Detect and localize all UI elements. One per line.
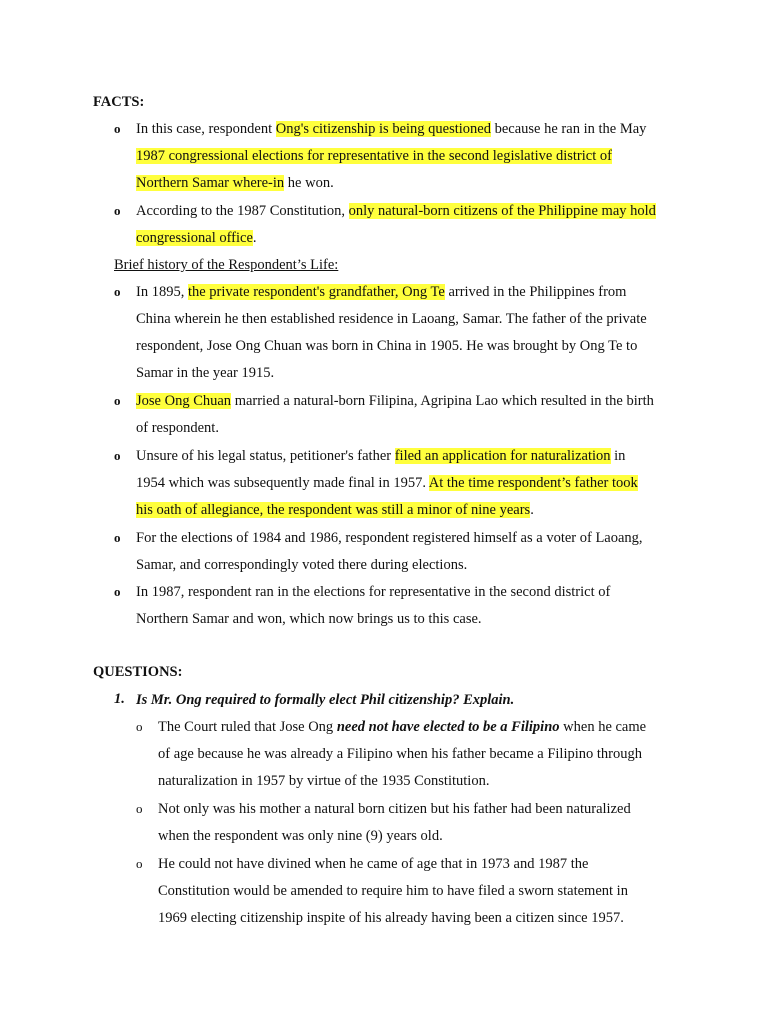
history-item-bullet: o bbox=[114, 284, 121, 299]
highlighted-text: filed an application for naturalization bbox=[394, 448, 611, 464]
text-run: Constitution would be amended to require him to have filed a sworn statement in bbox=[158, 883, 628, 899]
history-item-line bbox=[136, 474, 638, 492]
history-item-bullet: o bbox=[114, 530, 121, 545]
facts-item-line bbox=[136, 202, 656, 220]
text-run: Samar in the year 1915. bbox=[136, 365, 275, 381]
facts-heading: FACTS: bbox=[93, 94, 145, 110]
text-run: For the elections of 1984 and 1986, respondent registered himself as a voter of Laoang, bbox=[136, 530, 643, 546]
highlighted-text: Jose Ong Chuan bbox=[136, 393, 232, 409]
text-run: . bbox=[530, 502, 534, 518]
history-item-line bbox=[136, 419, 219, 437]
text-run: he won. bbox=[284, 175, 334, 191]
text-run: arrived in the Philippines from bbox=[444, 284, 627, 300]
answer-item-line bbox=[158, 855, 588, 873]
answer-item-bullet: o bbox=[136, 801, 143, 816]
question-number: 1. bbox=[114, 691, 125, 707]
history-item-line bbox=[136, 556, 467, 574]
highlighted-text: 1987 congressional elections for representative in the second legislative district of bbox=[136, 148, 612, 164]
facts-item-line bbox=[136, 174, 334, 192]
text-run: Not only was his mother a natural born citizen but his father had been naturalized bbox=[158, 801, 631, 817]
history-item-line bbox=[136, 501, 534, 519]
highlighted-text: his oath of allegiance, the respondent was still a minor of nine years bbox=[136, 502, 531, 518]
text-run: married a natural-born Filipina, Agripina Lao which resulted in the birth bbox=[231, 393, 654, 409]
text-run: The Court ruled that Jose Ong bbox=[158, 719, 337, 735]
history-item-bullet: o bbox=[114, 584, 121, 599]
question-text: Is Mr. Ong required to formally elect Phil citizenship? Explain. bbox=[136, 692, 515, 708]
answer-item-line bbox=[158, 772, 489, 790]
answer-item-line bbox=[158, 800, 631, 818]
text-run: 1954 which was subsequently made final in 1957. bbox=[136, 475, 429, 491]
history-item-bullet: o bbox=[114, 448, 121, 463]
history-item-line bbox=[136, 529, 643, 547]
text-run: of age because he was already a Filipino when his father became a Filipino through bbox=[158, 746, 642, 762]
history-item-line bbox=[136, 310, 647, 328]
text-run: In 1987, respondent ran in the elections for representative in the second district of bbox=[136, 584, 611, 600]
text-run: when he came bbox=[559, 719, 647, 735]
text-run: naturalization in 1957 by virtue of the 1935 Constitution. bbox=[158, 773, 490, 789]
text-run: . bbox=[252, 230, 257, 246]
text-run: He could not have divined when he came of age that in 1973 and 1987 the bbox=[158, 856, 589, 872]
history-item-line bbox=[136, 337, 637, 355]
emphasized-text: need not have elected to be a Filipino bbox=[336, 719, 560, 735]
history-item-line bbox=[136, 447, 625, 465]
history-subheading: Brief history of the Respondent’s Life: bbox=[114, 257, 339, 273]
highlighted-text: the private respondent's grandfather, Ong Te bbox=[187, 284, 445, 300]
text-run: Northern Samar and won, which now brings us to this case. bbox=[136, 611, 482, 627]
answer-item-line bbox=[158, 827, 443, 845]
facts-item-line bbox=[136, 147, 612, 165]
answer-item-line bbox=[158, 718, 646, 736]
history-item-line bbox=[136, 283, 626, 301]
history-item-line bbox=[136, 583, 610, 601]
facts-item-bullet: o bbox=[114, 203, 121, 218]
text-run: In 1895, bbox=[136, 284, 188, 300]
answer-item-line bbox=[158, 882, 628, 900]
text-run: Samar, and correspondingly voted there during elections. bbox=[136, 557, 468, 573]
history-item-line bbox=[136, 610, 482, 628]
text-run: respondent, Jose Ong Chuan was born in China in 1905. He was brought by Ong Te to bbox=[136, 338, 638, 354]
answer-item-bullet: o bbox=[136, 719, 143, 734]
questions-heading: QUESTIONS: bbox=[93, 664, 183, 680]
text-run: of respondent. bbox=[136, 420, 219, 436]
text-run: According to the 1987 Constitution, bbox=[136, 203, 349, 219]
history-item-line bbox=[136, 392, 654, 410]
highlighted-text: Northern Samar where-in bbox=[136, 175, 285, 191]
history-item-line bbox=[136, 364, 274, 382]
facts-item-line bbox=[136, 120, 646, 138]
highlighted-text: Ong's citizenship is being questioned bbox=[275, 121, 491, 137]
answer-item-line bbox=[158, 909, 624, 927]
text-run: because he ran in the May bbox=[490, 121, 647, 137]
answer-item-bullet: o bbox=[136, 856, 143, 871]
highlighted-text: congressional office bbox=[136, 230, 253, 246]
highlighted-text: At the time respondent’s father took bbox=[428, 475, 638, 491]
text-run: when the respondent was only nine (9) years old. bbox=[158, 828, 443, 844]
text-run: Unsure of his legal status, petitioner's father bbox=[136, 448, 395, 464]
text-run: in bbox=[610, 448, 626, 464]
facts-item-line bbox=[136, 229, 257, 247]
facts-item-bullet: o bbox=[114, 121, 121, 136]
text-run: In this case, respondent bbox=[136, 121, 276, 137]
answer-item-line bbox=[158, 745, 642, 763]
text-run: China wherein he then established residence in Laoang, Samar. The father of the private bbox=[136, 311, 647, 327]
history-item-bullet: o bbox=[114, 393, 121, 408]
text-run: 1969 electing citizenship inspite of his already having been a citizen since 1957. bbox=[158, 910, 624, 926]
highlighted-text: only natural-born citizens of the Philippine may hold bbox=[348, 203, 656, 219]
